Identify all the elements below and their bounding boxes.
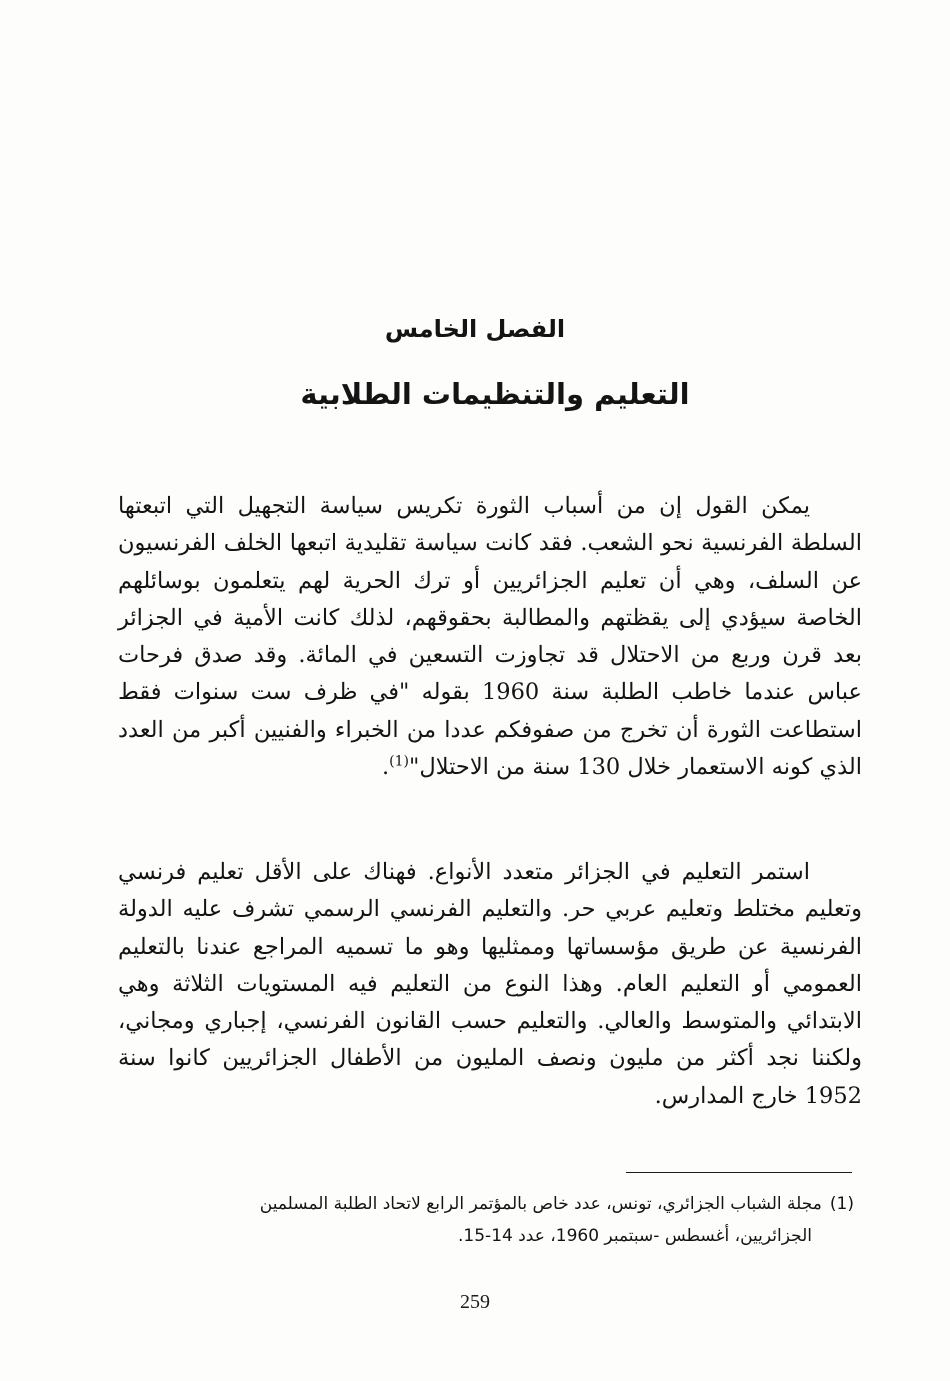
page-number: 259 <box>460 1291 490 1313</box>
paragraph-1-end: . <box>381 754 390 781</box>
footnote-reference: (1) <box>389 753 409 770</box>
chapter-title: التعليم والتنظيمات الطلابية <box>300 377 690 411</box>
paragraph-2 <box>118 854 862 1115</box>
paragraph-2-text: استمر التعليم في الجزائر متعدد الأنواع. فهناك على الأقل تعليم فرنسي وتعليم مختلط وتعليم عربي حر. والتعليم الفرنسي الرسمي تشرف عليه الدولة الفرنسية عن طريق مؤسساتها وممثليها وهو ما تسميه المراجع عندنا بالتعليم العمومي أو التعليم العام. وهذا النوع من التعليم فيه المستويات الثلاثة وهي الابتدائي والمتوسط والعالي. والتعليم حسب القانون الفرنسي، إجباري ومجاني، ولكننا نجد أكثر من مليون ونصف المليون من الأطفال الجزائريين كانوا سنة 1952 خارج المدارس. <box>118 859 862 1109</box>
footnote-marker: (1) <box>829 1194 854 1214</box>
paragraph-1 <box>118 488 862 786</box>
footnote <box>118 1188 854 1252</box>
footnote-separator <box>626 1172 852 1173</box>
footnote-line-1: مجلة الشباب الجزائري، تونس، عدد خاص بالمؤتمر الرابع لاتحاد الطلبة المسلمين <box>259 1194 822 1214</box>
chapter-number: الفصل الخامس <box>384 315 566 343</box>
footnote-line-2: الجزائريين، أغسطس -سبتمبر 1960، عدد 14-15. <box>458 1226 812 1246</box>
paragraph-1-text: يمكن القول إن من أسباب الثورة تكريس سياسة التجهيل التي اتبعتها السلطة الفرنسية نحو الشعب. فقد كانت سياسة تقليدية اتبعها الخلف الفرنسيون عن السلف، وهي أن تعليم الجزائريين أو ترك الحرية لهم يتعلمون بوسائلهم الخاصة سيؤدي إلى يقظتهم والمطالبة بحقوقهم، لذلك كانت الأمية في الجزائر بعد قرن وربع من الاحتلال قد تجاوزت التسعين في المائة. وقد صدق فرحات عباس عندما خاطب الطلبة سنة 1960 بقوله "في ظرف ست سنوات فقط استطاعت الثورة أن تخرج من صفوفكم عددا من الخبراء والفنيين أكبر من العدد الذي كونه الاستعمار خلال 130 سنة من الاحتلال" <box>118 493 862 781</box>
